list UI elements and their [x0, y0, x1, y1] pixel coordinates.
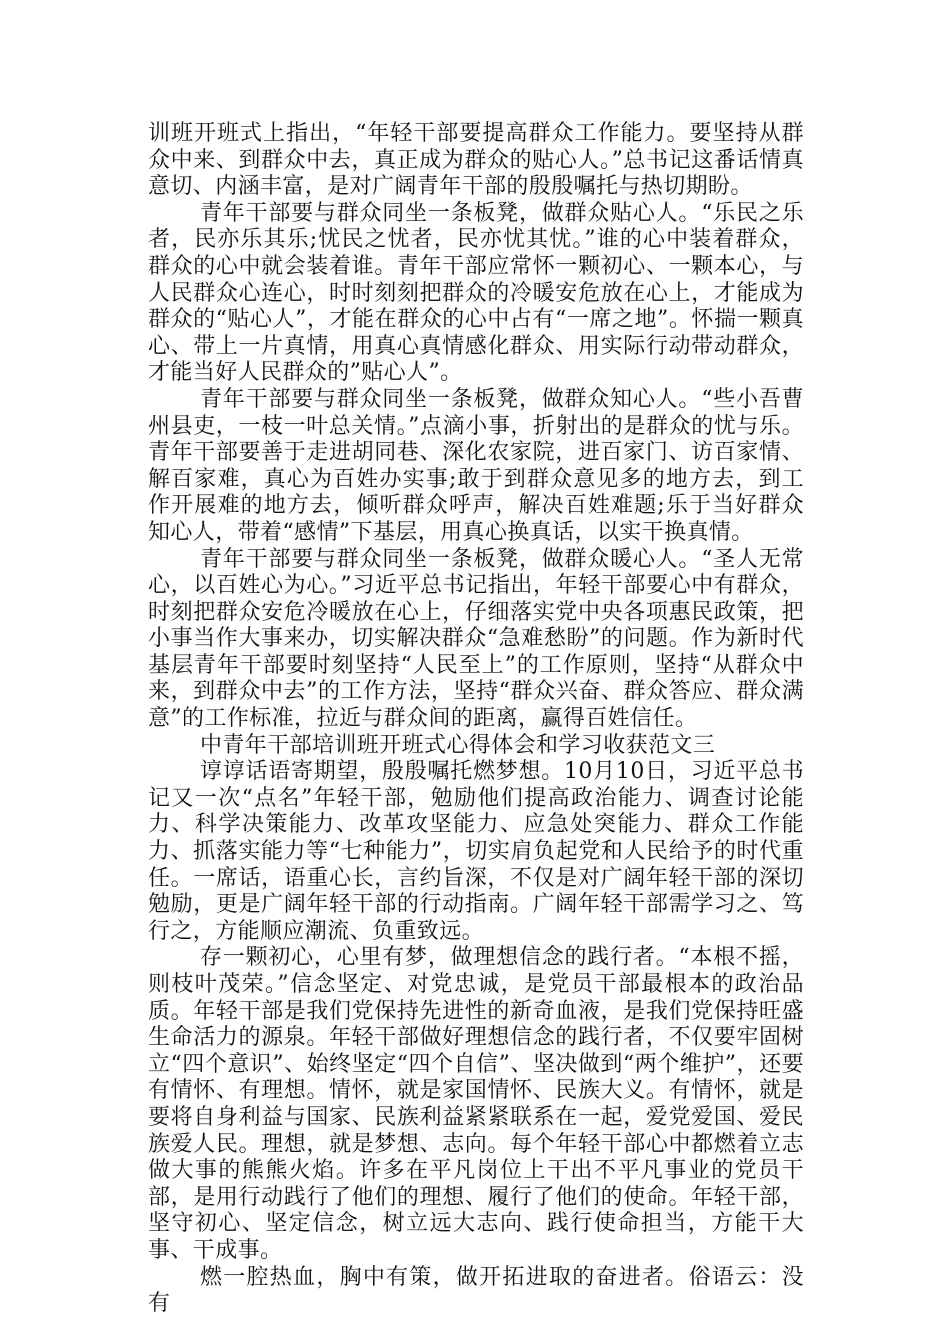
document-body	[148, 121, 804, 1318]
paragraph-4: 青年干部要与群众同坐一条板凳，做群众暖心人。“圣人无常心，以百姓心为心。”习近平总书记指出，年轻干部要心中有群众，时刻把群众安危冷暖放在心上，仔细落实党中央各项惠民政策，把小事当作大事来办，切实解决群众“急难愁盼”的问题。作为新时代基层青年干部要时刻坚持“人民至上”的工作原则，坚持“从群众中来，到群众中去”的工作方法，坚持“群众兴奋、群众答应、群众满意”的工作标准，拉近与群众间的距离，赢得百姓信任。	[148, 546, 804, 732]
paragraph-6: 存一颗初心，心里有梦，做理想信念的践行者。“本根不摇，则枝叶茂荣。”信念坚定、对党忠诚，是党员干部最根本的政治品质。年轻干部是我们党保持先进性的新奇血液，是我们党保持旺盛生命活力的源泉。年轻干部做好理想信念的践行者，不仅要牢固树立“四个意识”、始终坚定“四个自信”、坚决做到“两个维护”，还要有情怀、有理想。情怀，就是家国情怀、民族大义。有情怀，就是要将自身利益与国家、民族利益紧紧联系在一起，爱党爱国、爱民族爱人民。理想，就是梦想、志向。每个年轻干部心中都燃着立志做大事的熊熊火焰。许多在平凡岗位上干出不平凡事业的党员干部，是用行动践行了他们的理想、履行了他们的使命。年轻干部，坚守初心、坚定信念，树立远大志向、践行使命担当，方能干大事、干成事。	[148, 945, 804, 1263]
paragraph-3: 青年干部要与群众同坐一条板凳，做群众知心人。“些小吾曹州县吏，一枝一叶总关情。”点滴小事，折射出的是群众的忧与乐。青年干部要善于走进胡同巷、深化农家院，进百家门、访百家情、解百家难，真心为百姓办实事;敢于到群众意见多的地方去，到工作开展难的地方去，倾听群众呼声，解决百姓难题;乐于当好群众知心人，带着“感情”下基层，用真心换真话，以实干换真情。	[148, 386, 804, 545]
section-heading: 中青年干部培训班开班式心得体会和学习收获范文三	[200, 732, 716, 758]
paragraph-2: 青年干部要与群众同坐一条板凳，做群众贴心人。“乐民之乐者，民亦乐其乐;忧民之忧者，民亦忧其忧。”谁的心中装着群众，群众的心中就会装着谁。青年干部应常怀一颗初心、一颗本心，与人民群众心连心，时时刻刻把群众的冷暖安危放在心上，才能成为群众的“贴心人”，才能在群众的心中占有“一席之地”。怀揣一颗真心、带上一片真情，用真心真情感化群众、用实际行动带动群众，才能当好人民群众的”贴心人”。	[148, 200, 804, 386]
paragraph-7: 燃一腔热血，胸中有策，做开拓进取的奋进者。俗语云：没有	[148, 1264, 804, 1317]
paragraph-5: 谆谆话语寄期望，殷殷嘱托燃梦想。10月10日，习近平总书记又一次“点名”年轻干部，勉励他们提高政治能力、调查讨论能力、科学决策能力、改革攻坚能力、应急处突能力、群众工作能力、抓落实能力等“七种能力”，切实肩负起党和人民给予的时代重任。一席话，语重心长，言约旨深，不仅是对广阔年轻干部的深切勉励，更是广阔年轻干部的行动指南。广阔年轻干部需学习之、笃行之，方能顺应潮流、负重致远。	[148, 759, 804, 944]
paragraph-1: 训班开班式上指出，“年轻干部要提高群众工作能力。要坚持从群众中来、到群众中去，真正成为群众的贴心人。”总书记这番话情真意切、内涵丰富，是对广阔青年干部的殷殷嘱托与热切期盼。	[148, 121, 804, 200]
